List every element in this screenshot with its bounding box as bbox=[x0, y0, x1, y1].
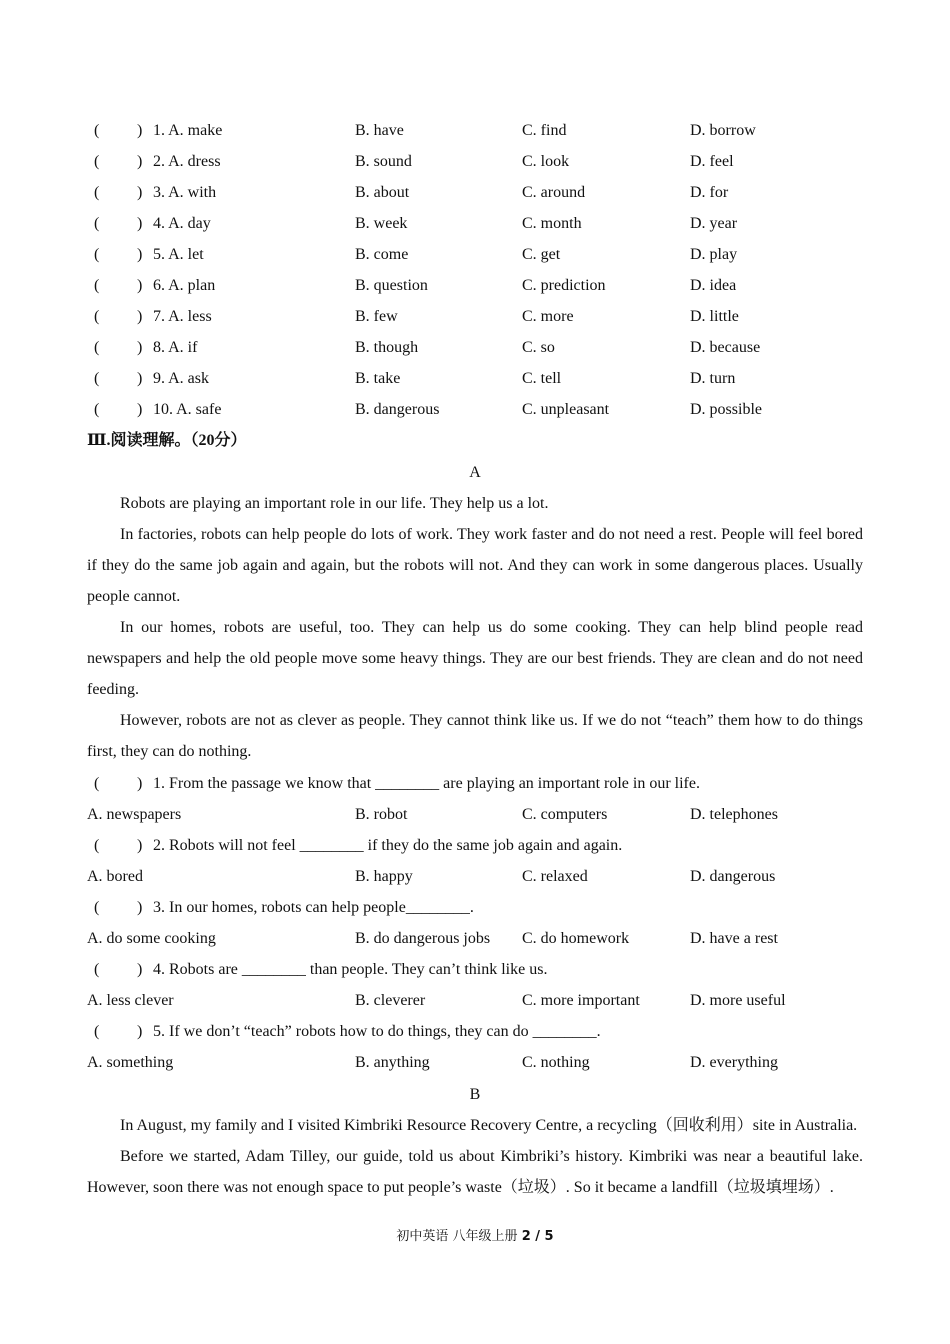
option-c: C. relaxed bbox=[522, 868, 588, 885]
cloze-option-b: B. come bbox=[355, 246, 409, 263]
question-stem bbox=[87, 892, 867, 923]
option-a: A. bored bbox=[87, 868, 143, 885]
cloze-option-a: 10. A. safe bbox=[153, 401, 222, 418]
question-text: 2. Robots will not feel ________ if they do the same job again and again. bbox=[153, 837, 623, 854]
cloze-option-d: D. for bbox=[690, 184, 729, 201]
cloze-option-c: C. find bbox=[522, 122, 567, 139]
cloze-row bbox=[87, 363, 867, 394]
option-b: B. anything bbox=[355, 1054, 430, 1071]
page-number: 2 / 5 bbox=[521, 1229, 554, 1244]
cloze-row bbox=[87, 146, 867, 177]
cloze-option-d: D. feel bbox=[690, 153, 734, 170]
cloze-row bbox=[87, 115, 867, 146]
question-text: 1. From the passage we know that ________ are playing an important role in our life. bbox=[153, 775, 700, 792]
cloze-option-d: D. little bbox=[690, 308, 739, 325]
cloze-option-d: D. borrow bbox=[690, 122, 756, 139]
cloze-option-a: 4. A. day bbox=[153, 215, 211, 232]
answer-bracket-open: ( bbox=[94, 961, 100, 978]
cloze-row bbox=[87, 239, 867, 270]
question-options bbox=[87, 861, 867, 892]
option-a: A. something bbox=[87, 1054, 174, 1071]
passage-a-paragraph-3: In our homes, robots are useful, too. They can help us do some cooking. They can help blind people read newspapers and help the old people move some heavy things. They are our best friends. They are clean and do not need feeding. bbox=[87, 619, 863, 698]
cloze-option-a: 8. A. if bbox=[153, 339, 198, 356]
answer-bracket-close: ) bbox=[137, 215, 143, 232]
cloze-option-c: C. unpleasant bbox=[522, 401, 610, 418]
cloze-option-a: 1. A. make bbox=[153, 122, 223, 139]
cloze-option-c: C. month bbox=[522, 215, 582, 232]
cloze-option-a: 7. A. less bbox=[153, 308, 212, 325]
cloze-option-b: B. few bbox=[355, 308, 398, 325]
answer-bracket-close: ) bbox=[137, 370, 143, 387]
answer-bracket-open: ( bbox=[94, 837, 100, 854]
passage-a-paragraph-2: In factories, robots can help people do lots of work. They work faster and do not need a rest. People will feel bored if they do the same job again and again, but the robots will not. And they can work in some dangerous places. Usually people cannot. bbox=[87, 526, 863, 605]
answer-bracket-close: ) bbox=[137, 1023, 143, 1040]
question-options bbox=[87, 985, 867, 1016]
answer-bracket-close: ) bbox=[137, 153, 143, 170]
cloze-option-d: D. possible bbox=[690, 401, 762, 418]
answer-bracket-close: ) bbox=[137, 308, 143, 325]
cloze-option-c: C. so bbox=[522, 339, 555, 356]
answer-bracket-open: ( bbox=[94, 122, 100, 139]
answer-bracket-open: ( bbox=[94, 215, 100, 232]
option-c: C. nothing bbox=[522, 1054, 590, 1071]
footer-title: 初中英语 八年级上册 bbox=[396, 1229, 522, 1244]
cloze-option-c: C. get bbox=[522, 246, 561, 263]
cloze-option-a: 6. A. plan bbox=[153, 277, 216, 294]
passage-b-label: B bbox=[469, 1086, 481, 1103]
option-a: A. less clever bbox=[87, 992, 174, 1009]
passage-a-paragraph-4: However, robots are not as clever as people. They cannot think like us. If we do not “teach” them how to do things first, they can do nothing. bbox=[87, 712, 863, 760]
option-a: A. do some cooking bbox=[87, 930, 216, 947]
answer-bracket-open: ( bbox=[94, 339, 100, 356]
option-c: C. more important bbox=[522, 992, 640, 1009]
option-d: D. have a rest bbox=[690, 930, 778, 947]
answer-bracket-close: ) bbox=[137, 246, 143, 263]
question-stem bbox=[87, 768, 867, 799]
cloze-option-c: C. more bbox=[522, 308, 574, 325]
question-stem bbox=[87, 1016, 867, 1047]
passage-b-paragraph-1: In August, my family and I visited Kimbriki Resource Recovery Centre, a recycling（回收利用）site in Australia. bbox=[120, 1117, 858, 1134]
option-d: D. everything bbox=[690, 1054, 778, 1071]
answer-bracket-close: ) bbox=[137, 401, 143, 418]
option-b: B. happy bbox=[355, 868, 413, 885]
option-d: D. telephones bbox=[690, 806, 778, 823]
cloze-row bbox=[87, 208, 867, 239]
answer-bracket-open: ( bbox=[94, 246, 100, 263]
option-d: D. more useful bbox=[690, 992, 786, 1009]
cloze-option-d: D. because bbox=[690, 339, 761, 356]
cloze-option-b: B. have bbox=[355, 122, 404, 139]
answer-bracket-close: ) bbox=[137, 184, 143, 201]
cloze-option-a: 5. A. let bbox=[153, 246, 204, 263]
answer-bracket-open: ( bbox=[94, 153, 100, 170]
cloze-option-d: D. year bbox=[690, 215, 738, 232]
answer-bracket-open: ( bbox=[94, 370, 100, 387]
section-heading-reading: Ⅲ.阅读理解。（20分） bbox=[87, 432, 247, 449]
answer-bracket-close: ) bbox=[137, 277, 143, 294]
answer-bracket-open: ( bbox=[94, 899, 100, 916]
question-options bbox=[87, 923, 867, 954]
cloze-row bbox=[87, 301, 867, 332]
cloze-option-b: B. dangerous bbox=[355, 401, 440, 418]
cloze-row bbox=[87, 270, 867, 301]
passage-a-label: A bbox=[469, 464, 481, 481]
option-c: C. do homework bbox=[522, 930, 630, 947]
cloze-option-b: B. week bbox=[355, 215, 408, 232]
passage-a-paragraph-1: Robots are playing an important role in our life. They help us a lot. bbox=[120, 495, 549, 512]
answer-bracket-close: ) bbox=[137, 122, 143, 139]
question-options bbox=[87, 1047, 867, 1078]
option-d: D. dangerous bbox=[690, 868, 776, 885]
answer-bracket-open: ( bbox=[94, 401, 100, 418]
cloze-option-c: C. prediction bbox=[522, 277, 606, 294]
cloze-option-b: B. though bbox=[355, 339, 419, 356]
answer-bracket-close: ) bbox=[137, 899, 143, 916]
passage-b-paragraph-2: Before we started, Adam Tilley, our guide, told us about Kimbriki’s history. Kimbriki was near a beautiful lake. However, soon there was not enough space to put people’s waste（垃圾）. So it became a landfill（垃圾填埋场）. bbox=[87, 1148, 863, 1196]
page-footer bbox=[0, 1227, 950, 1247]
question-text: 5. If we don’t “teach” robots how to do things, they can do ________. bbox=[153, 1023, 601, 1040]
answer-bracket-close: ) bbox=[137, 775, 143, 792]
cloze-option-d: D. play bbox=[690, 246, 738, 263]
question-stem bbox=[87, 830, 867, 861]
question-text: 3. In our homes, robots can help people________. bbox=[153, 899, 474, 916]
answer-bracket-open: ( bbox=[94, 277, 100, 294]
cloze-option-b: B. about bbox=[355, 184, 410, 201]
answer-bracket-open: ( bbox=[94, 308, 100, 325]
cloze-row bbox=[87, 332, 867, 363]
option-b: B. robot bbox=[355, 806, 408, 823]
cloze-row bbox=[87, 177, 867, 208]
option-a: A. newspapers bbox=[87, 806, 182, 823]
option-b: B. do dangerous jobs bbox=[355, 930, 491, 947]
question-text: 4. Robots are ________ than people. They can’t think like us. bbox=[153, 961, 548, 978]
cloze-option-c: C. around bbox=[522, 184, 586, 201]
cloze-option-d: D. idea bbox=[690, 277, 737, 294]
cloze-option-d: D. turn bbox=[690, 370, 736, 387]
cloze-option-a: 9. A. ask bbox=[153, 370, 210, 387]
answer-bracket-open: ( bbox=[94, 1023, 100, 1040]
question-stem bbox=[87, 954, 867, 985]
cloze-row bbox=[87, 394, 867, 425]
cloze-option-c: C. look bbox=[522, 153, 570, 170]
answer-bracket-close: ) bbox=[137, 339, 143, 356]
answer-bracket-close: ) bbox=[137, 837, 143, 854]
answer-bracket-close: ) bbox=[137, 961, 143, 978]
cloze-option-a: 2. A. dress bbox=[153, 153, 221, 170]
answer-bracket-open: ( bbox=[94, 775, 100, 792]
cloze-option-b: B. take bbox=[355, 370, 401, 387]
question-options bbox=[87, 799, 867, 830]
option-c: C. computers bbox=[522, 806, 608, 823]
option-b: B. cleverer bbox=[355, 992, 426, 1009]
cloze-option-a: 3. A. with bbox=[153, 184, 217, 201]
cloze-option-b: B. question bbox=[355, 277, 428, 294]
cloze-option-c: C. tell bbox=[522, 370, 562, 387]
answer-bracket-open: ( bbox=[94, 184, 100, 201]
cloze-option-b: B. sound bbox=[355, 153, 412, 170]
